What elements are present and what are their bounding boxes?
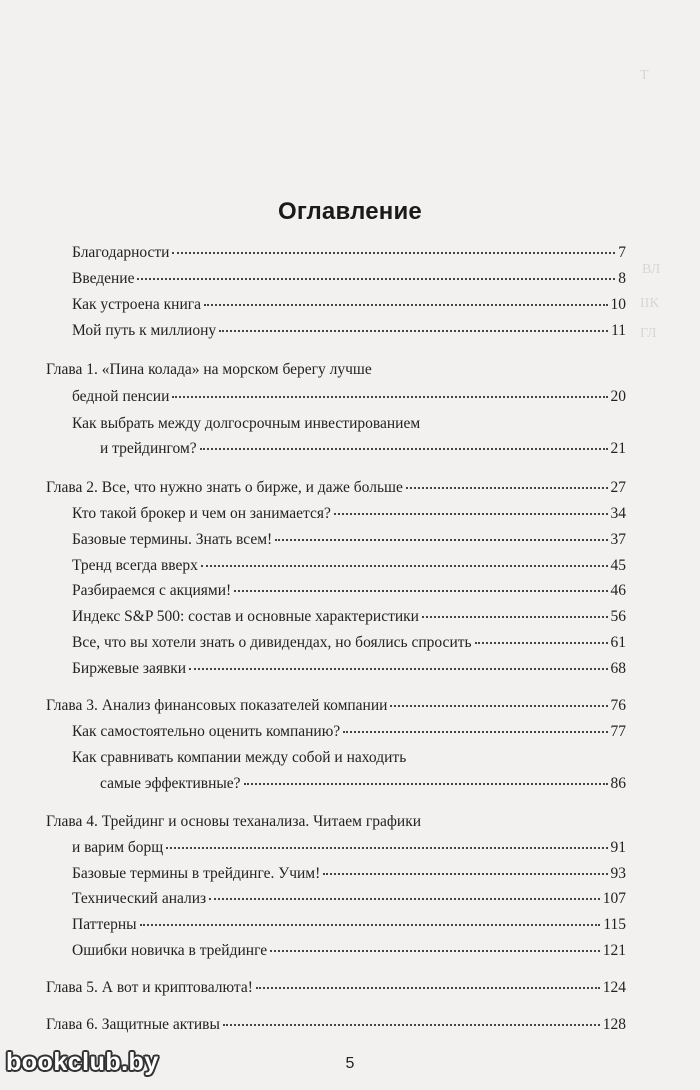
toc-entry-title: самые эффективные?: [100, 775, 241, 792]
toc-entry-title: Все, что вы хотели знать о дивидендах, но боялись спросить: [72, 634, 472, 651]
toc-section[interactable]: [72, 556, 626, 576]
dot-leader: [390, 705, 607, 707]
toc-entry-title: Индекс S&P 500: состав и основные характеристики: [72, 608, 419, 625]
dot-leader: [275, 539, 607, 541]
dot-leader: [189, 668, 607, 670]
toc-entry-title: Биржевые заявки: [72, 660, 187, 677]
dot-leader: [234, 590, 607, 592]
dot-leader: [172, 252, 615, 254]
toc-chapter-4[interactable]: [72, 838, 626, 858]
toc-entry-title: Технический анализ: [72, 890, 207, 907]
dot-leader: [406, 487, 608, 489]
dot-leader: [422, 616, 608, 618]
bleed-through-mark: Т: [640, 68, 649, 83]
toc-entry-title: Базовые термины в трейдинге. Учим!: [72, 865, 321, 882]
dot-leader: [137, 278, 615, 280]
toc-section[interactable]: [72, 659, 626, 679]
toc-section[interactable]: [100, 774, 626, 794]
toc-chapter-1[interactable]: [72, 387, 626, 407]
toc-section[interactable]: [72, 722, 626, 742]
toc-page-number: 46: [610, 582, 626, 599]
toc-entry-book-structure[interactable]: [72, 295, 626, 315]
toc-page-number: 77: [610, 723, 626, 740]
dot-leader: [270, 950, 600, 952]
toc-section[interactable]: [72, 504, 626, 524]
toc-entry-title: Разбираемся с акциями!: [72, 582, 232, 599]
toc-chapter-3[interactable]: [46, 696, 626, 716]
toc-entry-title: Глава 6. Защитные активы: [46, 1016, 220, 1033]
toc-section[interactable]: [72, 864, 626, 884]
dot-leader: [256, 987, 600, 989]
toc-chapter-4-title[interactable]: Глава 4. Трейдинг и основы теханализа. Читаем графики: [46, 813, 422, 830]
bleed-through-mark: ВЛ: [642, 262, 661, 277]
toc-entry-title: Благодарности: [72, 244, 170, 261]
toc-section[interactable]: [72, 889, 626, 909]
toc-page-number: 20: [610, 388, 626, 405]
dot-leader: [323, 873, 607, 875]
toc-page-number: 27: [610, 479, 626, 496]
toc-page-number: 21: [610, 440, 626, 457]
toc-page-number: 45: [610, 557, 626, 574]
toc-page-number: 10: [610, 296, 626, 313]
toc-entry-title: и трейдингом?: [100, 440, 197, 457]
toc-entry-title: Базовые термины. Знать всем!: [72, 531, 273, 548]
toc-page-number: 56: [610, 608, 626, 625]
toc-page-number: 76: [610, 697, 626, 714]
toc-entry-title: Глава 5. А вот и криптовалюта!: [46, 979, 253, 996]
toc-page-number: 37: [610, 531, 626, 548]
toc-section-title[interactable]: Как сравнивать компании между собой и находить: [72, 749, 407, 766]
toc-page-number: 107: [602, 890, 626, 907]
toc-section[interactable]: [72, 530, 626, 550]
toc-entry-title: Введение: [72, 270, 135, 287]
toc-chapter-6[interactable]: [46, 1015, 626, 1035]
page-number: 5: [345, 1055, 355, 1072]
toc-section[interactable]: [72, 581, 626, 601]
dot-leader: [219, 330, 608, 332]
dot-leader: [475, 642, 608, 644]
dot-leader: [200, 448, 608, 450]
dot-leader: [201, 565, 608, 567]
toc-entry-acknowledgements[interactable]: [72, 243, 626, 263]
dot-leader: [204, 304, 608, 306]
toc-page-number: 124: [602, 979, 626, 996]
toc-section[interactable]: [72, 607, 626, 627]
dot-leader: [244, 783, 608, 785]
toc-section[interactable]: [72, 915, 626, 935]
toc-entry-title: Тренд всегда вверх: [72, 557, 198, 574]
toc-entry-title: Ошибки новичка в трейдинге: [72, 942, 268, 959]
toc-entry-my-path[interactable]: [72, 321, 626, 341]
toc-page-number: 121: [602, 942, 626, 959]
toc-section[interactable]: [72, 941, 626, 961]
toc-entry-title: Глава 3. Анализ финансовых показателей компании: [46, 697, 388, 714]
dot-leader: [172, 396, 607, 398]
toc-entry-title: бедной пенсии: [72, 388, 170, 405]
toc-page-number: 34: [610, 505, 626, 522]
toc-entry-title: Как самостоятельно оценить компанию?: [72, 723, 341, 740]
toc-page-number: 115: [603, 916, 626, 933]
dot-leader: [343, 731, 607, 733]
toc-entry-title: Мой путь к миллиону: [72, 322, 217, 339]
toc-page-number: 61: [610, 634, 626, 651]
toc-page-number: 128: [602, 1016, 626, 1033]
toc-entry-title: Как устроена книга: [72, 296, 201, 313]
bleed-through-mark: IIK: [640, 296, 660, 311]
toc-section[interactable]: [100, 439, 626, 459]
page-title: Оглавление: [278, 198, 422, 225]
toc-chapter-2[interactable]: [46, 478, 626, 498]
toc-page-number: 7: [618, 244, 626, 261]
dot-leader: [166, 847, 607, 849]
toc-entry-title: и варим борщ: [72, 839, 164, 856]
dot-leader: [223, 1024, 600, 1026]
toc-entry-title: Паттерны: [72, 916, 137, 933]
bleed-through-mark: ГЛ: [640, 326, 657, 341]
toc-entry-title: Глава 2. Все, что нужно знать о бирже, и даже больше: [46, 479, 403, 496]
toc-page-number: 68: [610, 660, 626, 677]
toc-section[interactable]: [72, 633, 626, 653]
watermark-logo: bookclub.by: [6, 1048, 159, 1076]
toc-page-number: 86: [610, 775, 626, 792]
dot-leader: [334, 513, 608, 515]
toc-page-number: 91: [610, 839, 626, 856]
toc-chapter-1-title[interactable]: Глава 1. «Пина колада» на морском берегу лучше: [46, 361, 372, 378]
toc-page-number: 8: [618, 270, 626, 287]
dot-leader: [209, 898, 600, 900]
toc-entry-title: Кто такой брокер и чем он занимается?: [72, 505, 331, 522]
dot-leader: [140, 924, 601, 926]
toc-chapter-5[interactable]: [46, 978, 626, 998]
toc-page-number: 93: [610, 865, 626, 882]
toc-entry-introduction[interactable]: [72, 269, 626, 289]
toc-section-title[interactable]: Как выбрать между долгосрочным инвестированием: [72, 415, 421, 432]
toc-page-number: 11: [611, 322, 626, 339]
